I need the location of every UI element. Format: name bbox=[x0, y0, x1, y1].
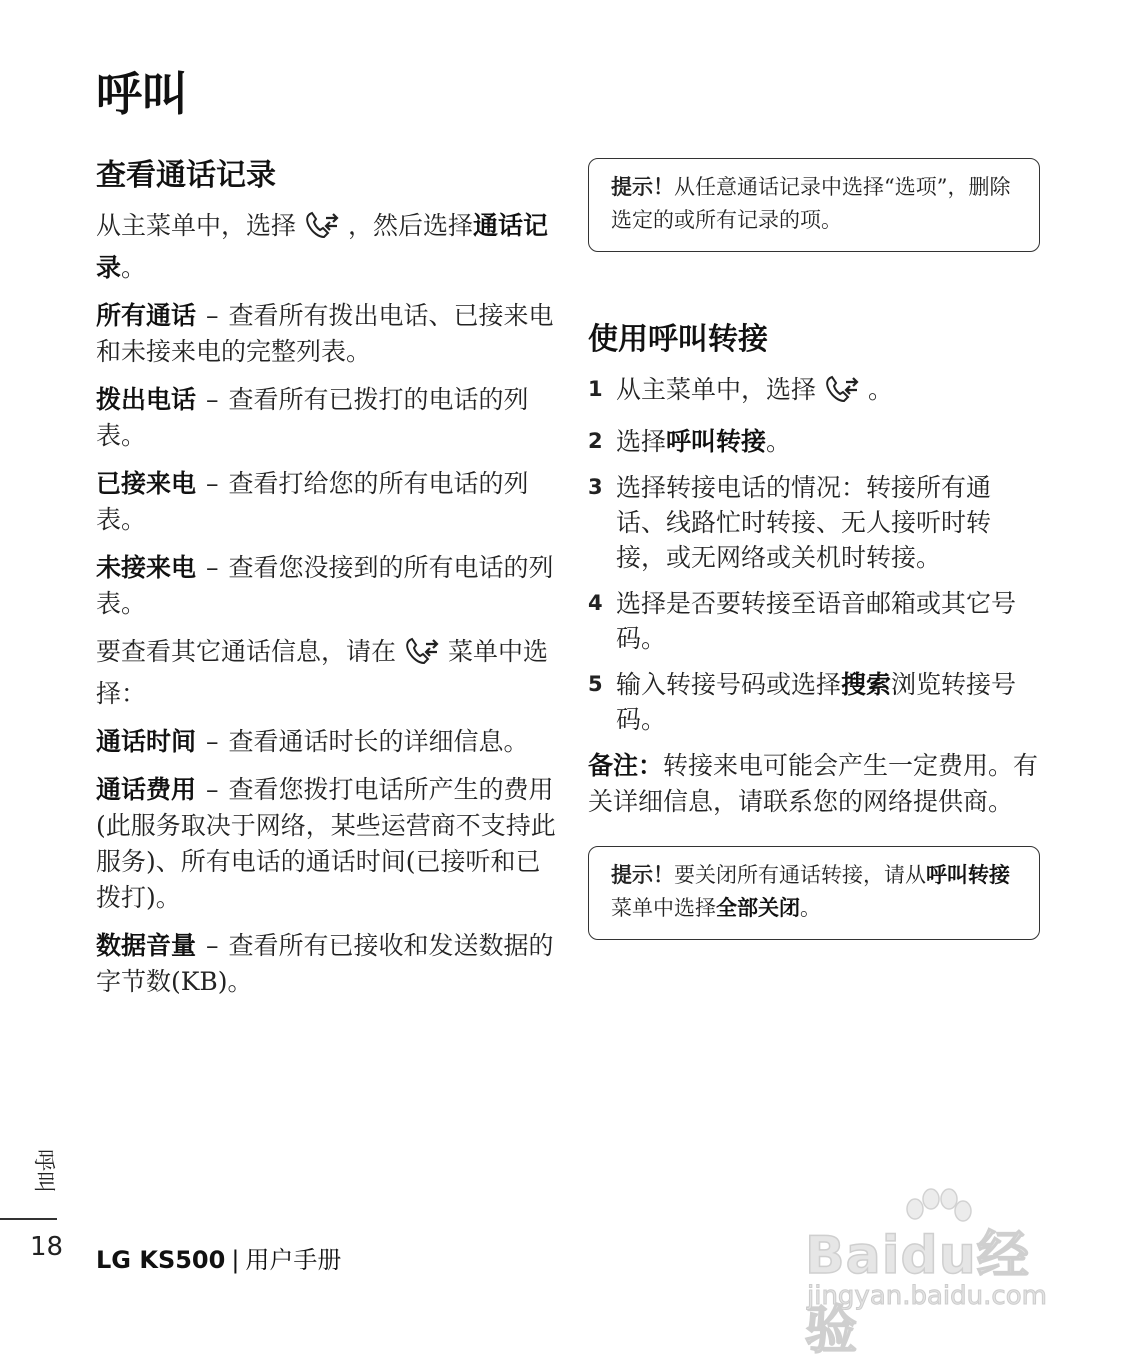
right-column bbox=[588, 158, 1040, 940]
note-text: 转接来电可能会产生一定费用。有关详细信息，请联系您的网络提供商。 bbox=[588, 751, 1039, 816]
note-label: 备注： bbox=[588, 751, 664, 780]
step-2 bbox=[588, 424, 1040, 459]
item-call-duration bbox=[96, 724, 556, 760]
watermark-url: jingyan.baidu.com bbox=[807, 1281, 1047, 1311]
step-keyword-call-divert: 呼叫转接 bbox=[666, 427, 767, 456]
more-text-after: 菜单中选择： bbox=[96, 637, 549, 708]
call-log-icon bbox=[824, 374, 860, 413]
term-received-calls: 已接来电 bbox=[96, 469, 197, 498]
step-number: 2 bbox=[588, 429, 603, 453]
dash: – bbox=[206, 775, 219, 804]
step-text: 选择转接电话的情况：转接所有通话、线路忙时转接、无人接听时转接，或无网络或关机时转接。 bbox=[616, 473, 992, 572]
tip-text: 从任意通话记录中选择“选项”，删除选定的或所有记录的项。 bbox=[611, 175, 1011, 232]
tip-label: 提示！ bbox=[611, 863, 674, 887]
side-tab-label: 呼叫 bbox=[30, 1148, 56, 1194]
page-number: 18 bbox=[30, 1232, 64, 1262]
step-5 bbox=[588, 667, 1040, 737]
section-heading-call-log: 查看通话记录 bbox=[96, 158, 276, 193]
intro-call-log-keyword: 通话记录 bbox=[96, 211, 549, 282]
dash: – bbox=[206, 727, 219, 756]
page-title: 呼叫 bbox=[96, 67, 188, 121]
step-1 bbox=[588, 372, 1040, 413]
step-4 bbox=[588, 586, 1040, 656]
term-missed-calls: 未接来电 bbox=[96, 553, 197, 582]
tip-text-middle: 菜单中选择 bbox=[611, 896, 716, 920]
item-all-calls bbox=[96, 298, 556, 370]
term-call-duration: 通话时间 bbox=[96, 727, 197, 756]
item-dialled-calls bbox=[96, 382, 556, 454]
step-text: 选择 bbox=[616, 427, 667, 456]
step-keyword-search: 搜索 bbox=[841, 670, 892, 699]
step-number: 1 bbox=[588, 377, 603, 401]
footer-separator: | bbox=[231, 1246, 240, 1274]
dash: – bbox=[206, 301, 219, 330]
term-all-calls: 所有通话 bbox=[96, 301, 197, 330]
section-heading-call-divert: 使用呼叫转接 bbox=[588, 322, 768, 357]
dash: – bbox=[206, 931, 219, 960]
step-text-after: 。 bbox=[766, 427, 792, 456]
desc-missed-calls: 查看您没接到的所有电话的列表。 bbox=[96, 553, 554, 618]
step-3 bbox=[588, 470, 1040, 575]
desc-call-costs: 查看您拨打电话所产生的费用(此服务取决于网络，某些运营商不支持此服务)、所有电话的通话时间(已接听和已拨打)。 bbox=[96, 775, 556, 912]
step-text: 选择是否要转接至语音邮箱或其它号码。 bbox=[616, 589, 1017, 653]
desc-all-calls: 查看所有拨出电话、已接来电和未接来电的完整列表。 bbox=[96, 301, 554, 366]
divert-steps-list bbox=[588, 372, 1040, 737]
intro-text-before: 从主菜单中，选择 bbox=[96, 211, 297, 240]
side-section-tab bbox=[30, 1142, 60, 1200]
desc-dialled-calls: 查看所有已拨打的电话的列表。 bbox=[96, 385, 529, 450]
item-call-costs bbox=[96, 772, 556, 916]
watermark-text: Baidu经验 bbox=[805, 1226, 1030, 1361]
tip-text-before: 要关闭所有通话转接，请从 bbox=[674, 863, 926, 887]
call-log-icon bbox=[404, 636, 440, 676]
term-data-volume: 数据音量 bbox=[96, 931, 197, 960]
intro-text-after: 。 bbox=[121, 253, 147, 282]
dash: – bbox=[206, 469, 219, 498]
call-log-icon bbox=[304, 210, 340, 250]
item-received-calls bbox=[96, 466, 556, 538]
left-column bbox=[96, 150, 556, 1012]
intro-paragraph bbox=[96, 208, 556, 286]
desc-call-duration: 查看通话时长的详细信息。 bbox=[228, 727, 529, 756]
baidu-watermark bbox=[805, 1195, 1075, 1361]
step-number: 5 bbox=[588, 672, 603, 696]
term-call-costs: 通话费用 bbox=[96, 775, 197, 804]
footer-manual-title: 用户手册 bbox=[245, 1246, 342, 1274]
step-number: 3 bbox=[588, 475, 603, 499]
tip-label: 提示！ bbox=[611, 175, 674, 199]
step-text-after: 浏览转接号码。 bbox=[616, 670, 1017, 734]
desc-received-calls: 查看打给您的所有电话的列表。 bbox=[96, 469, 529, 534]
more-info-paragraph bbox=[96, 634, 556, 712]
tip-keyword-cancel-all: 全部关闭 bbox=[716, 896, 800, 920]
tip-box-options bbox=[588, 158, 1040, 252]
step-text-after: 。 bbox=[868, 375, 894, 404]
tip-text-after: 。 bbox=[800, 896, 821, 920]
step-number: 4 bbox=[588, 591, 603, 615]
dash: – bbox=[206, 385, 219, 414]
step-text: 从主菜单中，选择 bbox=[616, 375, 817, 404]
more-text-before: 要查看其它通话信息，请在 bbox=[96, 637, 397, 666]
tip-keyword-call-divert: 呼叫转接 bbox=[926, 863, 1010, 887]
desc-data-volume: 查看所有已接收和发送数据的字节数(KB)。 bbox=[96, 931, 554, 996]
step-text: 输入转接号码或选择 bbox=[616, 670, 842, 699]
item-missed-calls bbox=[96, 550, 556, 622]
footer bbox=[96, 1240, 341, 1275]
term-dialled-calls: 拨出电话 bbox=[96, 385, 197, 414]
intro-text-middle: ，然后选择 bbox=[348, 211, 474, 240]
footer-brand: LG KS500 bbox=[96, 1246, 226, 1274]
note-paragraph bbox=[588, 748, 1040, 820]
item-data-volume bbox=[96, 928, 556, 1000]
side-divider bbox=[0, 1218, 57, 1220]
dash: – bbox=[206, 553, 219, 582]
tip-box-divert-off bbox=[588, 846, 1040, 940]
